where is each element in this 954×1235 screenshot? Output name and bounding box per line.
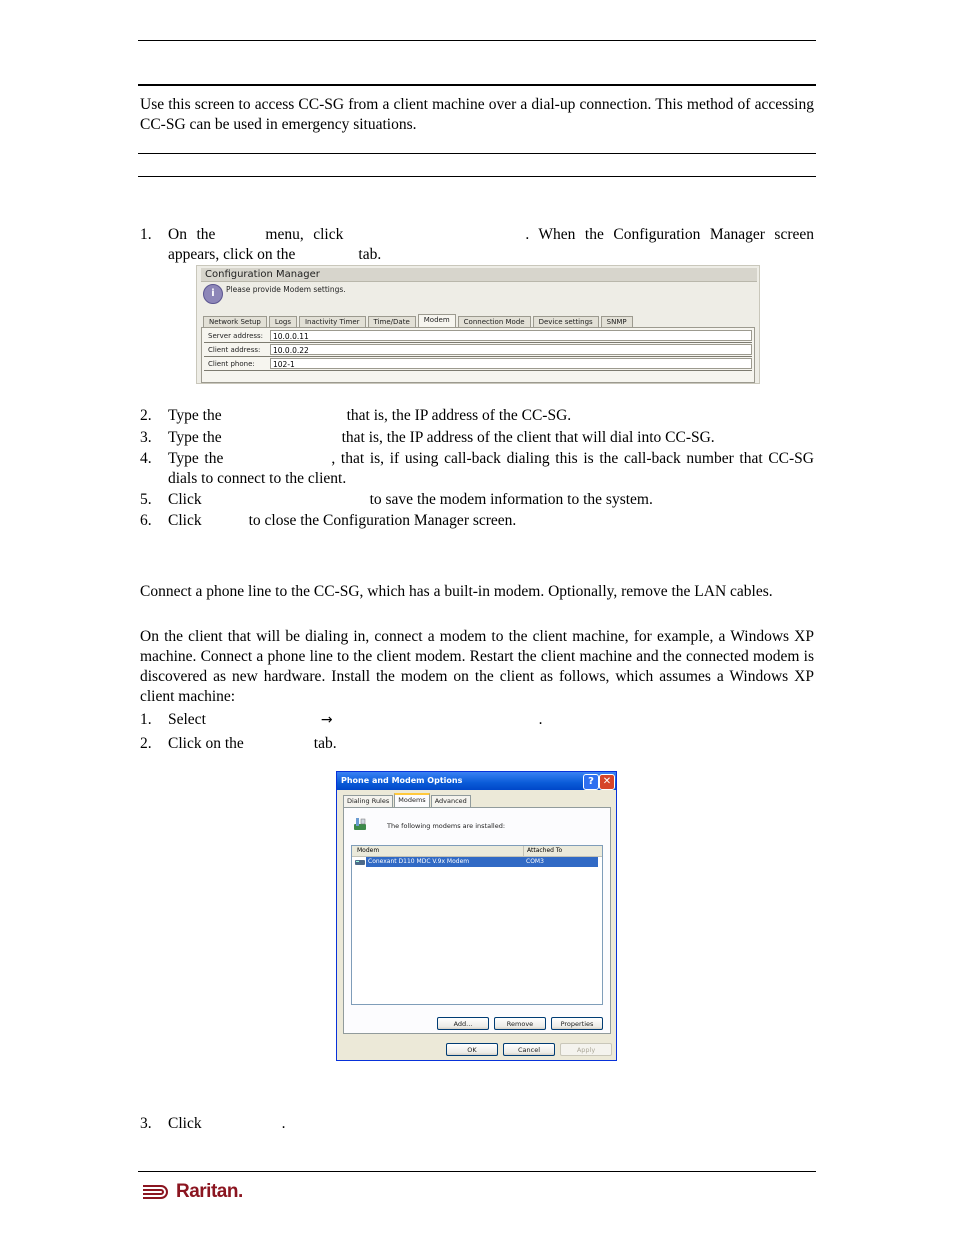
help-icon[interactable]: ? <box>583 774 599 790</box>
dialog-title-bar <box>337 772 616 790</box>
client-phone-row <box>204 358 752 371</box>
modems-installed-label: The following modems are installed: <box>387 822 506 830</box>
tab-connection-mode[interactable]: Connection Mode <box>458 316 531 327</box>
modem-name: Conexant D110 MDC V.9x Modem <box>368 858 470 865</box>
client-address-label: Client address: <box>208 346 261 354</box>
ok-button[interactable]: OK <box>446 1043 498 1056</box>
tab-device-settings[interactable]: Device settings <box>533 316 599 327</box>
header-rule <box>138 40 816 41</box>
add-button[interactable]: Add... <box>437 1017 489 1030</box>
tab-time-date[interactable]: Time/Date <box>368 316 416 327</box>
tab-dialing-rules[interactable]: Dialing Rules <box>343 795 393 807</box>
info-icon: i <box>203 284 223 304</box>
modem-list-header <box>352 846 602 857</box>
step-1: 1. On the menu, click . When the Configuration Manager screen appears, click on the tab. <box>140 226 814 263</box>
tab-modems[interactable]: Modems <box>394 793 429 807</box>
config-manager-title: Configuration Manager <box>201 268 757 282</box>
tab-snmp[interactable]: SNMP <box>601 316 633 327</box>
client-modem-paragraph: On the client that will be dialing in, connect a modem to the client machine, for example, a Windows XP machine. Connect a phone line to the client modem. Restart the client machine and the connected modem is discovered as new hardware. Install the modem on the client as follows, which assumes a Windows XP client machine: <box>140 628 814 705</box>
close-icon[interactable]: ✕ <box>599 774 615 790</box>
phone-line-paragraph: Connect a phone line to the CC-SG, which has a built-in modem. Optionally, remove the LAN cables. <box>140 583 773 600</box>
tab-network-setup[interactable]: Network Setup <box>203 316 267 327</box>
apply-button[interactable]: Apply <box>560 1043 612 1056</box>
properties-button[interactable]: Properties <box>551 1017 603 1030</box>
client-phone-input[interactable]: 102-1 <box>270 358 752 369</box>
raritan-logo-icon <box>143 1183 173 1201</box>
tab-inactivity-timer[interactable]: Inactivity Timer <box>299 316 366 327</box>
tab-logs[interactable]: Logs <box>269 316 297 327</box>
remove-button[interactable]: Remove <box>494 1017 546 1030</box>
modem-port: COM3 <box>526 858 544 865</box>
column-attached-to[interactable]: Attached To <box>523 846 562 856</box>
tab-modem[interactable]: Modem <box>418 314 456 328</box>
configuration-manager-screenshot <box>196 265 760 384</box>
step-4: 4. Type the , that is, if using call-back dialing this is the call-back number that CC-SG dials to connect to the client. <box>140 450 814 487</box>
raritan-logo <box>143 1180 243 1204</box>
arrow-icon: → <box>320 712 333 728</box>
intro-paragraph: Use this screen to access CC-SG from a client machine over a dial-up connection. This method of accessing CC-SG can be used in emergency situations. <box>140 96 814 133</box>
dialog-title: Phone and Modem Options <box>341 776 463 785</box>
phone-modem-options-dialog <box>336 771 617 1061</box>
config-manager-tabs <box>203 316 635 327</box>
client-phone-label: Client phone: <box>208 360 255 368</box>
client-address-input[interactable]: 10.0.0.22 <box>270 344 752 355</box>
modem-icon <box>355 858 365 866</box>
config-manager-message: Please provide Modem settings. <box>226 285 346 294</box>
server-address-label: Server address: <box>208 332 264 340</box>
raritan-logo-text: Raritan. <box>176 1181 243 1202</box>
server-address-row <box>204 330 752 343</box>
modem-list[interactable] <box>351 845 603 1005</box>
modem-settings-panel <box>201 327 755 383</box>
section-rule-bottom <box>138 176 816 177</box>
server-address-input[interactable]: 10.0.0.11 <box>270 330 752 341</box>
client-address-row <box>204 344 752 357</box>
section-rule-mid <box>138 153 816 154</box>
footer-rule <box>138 1171 816 1172</box>
tab-advanced[interactable]: Advanced <box>431 795 471 807</box>
list-item[interactable] <box>352 857 598 867</box>
phone-modem-icon <box>352 816 368 832</box>
section-rule-top <box>138 84 816 86</box>
cancel-button[interactable]: Cancel <box>503 1043 555 1056</box>
modems-panel <box>343 807 611 1034</box>
dialog-tabs <box>343 795 472 807</box>
column-modem[interactable]: Modem <box>357 847 380 854</box>
